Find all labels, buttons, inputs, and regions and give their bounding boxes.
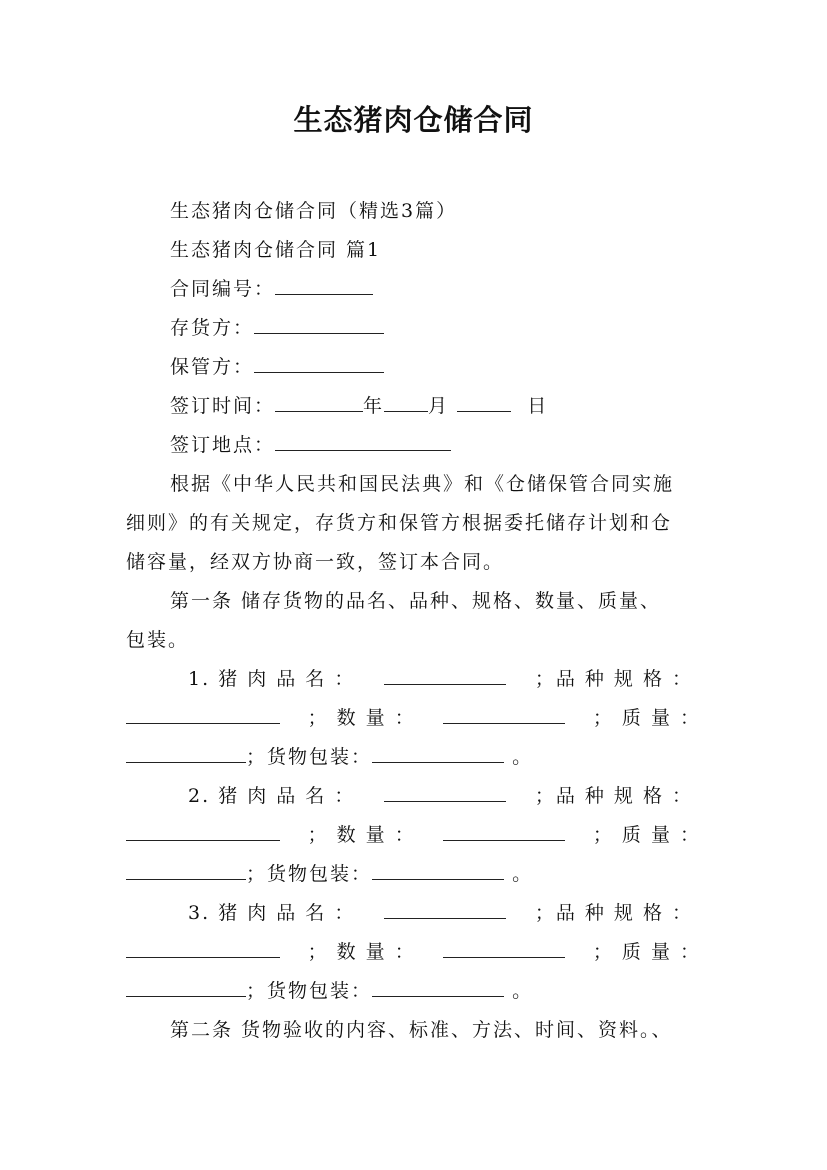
- year-blank: [275, 393, 363, 412]
- day-label: 日: [527, 395, 549, 417]
- item-spec-label: ；品 种 规 格 ：: [534, 668, 693, 690]
- item-spec-blank: [126, 822, 280, 841]
- document-title: 生态猪肉仓储合同: [293, 103, 534, 137]
- item-pack-label: ；货物包装：: [246, 746, 373, 768]
- contract-number-line: [170, 276, 373, 302]
- item-2-row-3: [126, 861, 533, 887]
- item-qty-label: ； 数 量 ：: [307, 707, 416, 729]
- item-spec-blank: [126, 939, 280, 958]
- intro-line-2: 细则》的有关规定，存货方和保管方根据委托储存计划和仓: [126, 512, 673, 534]
- item-name-blank: [384, 666, 506, 685]
- subtitle: 生态猪肉仓储合同（精选3篇）: [170, 200, 458, 222]
- intro-line-3: 储容量，经双方协商一致，签订本合同。: [126, 551, 505, 573]
- item-end-mark: 。: [512, 863, 534, 885]
- depositor-label: 存货方：: [170, 317, 255, 339]
- item-3-row-3: [126, 978, 533, 1004]
- depositor-line: [170, 315, 384, 341]
- item-pack-blank: [372, 861, 504, 880]
- item-qty-blank: [443, 822, 565, 841]
- intro-line-1: 根据《中华人民共和国民法典》和《仓储保管合同实施: [170, 473, 675, 495]
- keeper-blank: [254, 354, 384, 373]
- item-spec-label: ；品 种 规 格 ：: [534, 785, 693, 807]
- item-quality-label: ； 质 量 ：: [592, 707, 701, 729]
- item-pack-label: ；货物包装：: [246, 863, 373, 885]
- item-quality-blank: [126, 744, 246, 763]
- article2-line: 第二条 货物验收的内容、标准、方法、时间、资料。、: [170, 1019, 673, 1041]
- contract-number-label: 合同编号：: [170, 278, 276, 300]
- item-end-mark: 。: [512, 980, 534, 1002]
- item-name-label: 猪 肉 品 名 ：: [218, 668, 356, 690]
- month-blank: [384, 393, 428, 412]
- item-name-blank: [384, 783, 506, 802]
- article1-line-1: 第一条 储存货物的品名、品种、规格、数量、质量、: [170, 590, 662, 612]
- item-name-label: 猪 肉 品 名 ：: [218, 785, 356, 807]
- sign-place-blank: [275, 432, 451, 451]
- month-label: 月: [428, 395, 450, 417]
- item-number: 1.: [188, 668, 211, 690]
- item-2-row-1: [188, 783, 693, 809]
- keeper-line: [170, 354, 384, 380]
- item-pack-blank: [372, 978, 504, 997]
- item-qty-blank: [443, 705, 565, 724]
- contract-number-blank: [275, 276, 373, 295]
- item-spec-label: ；品 种 规 格 ：: [534, 902, 693, 924]
- section-heading: 生态猪肉仓储合同 篇1: [170, 239, 382, 261]
- item-1-row-2: [126, 705, 701, 731]
- item-2-row-2: [126, 822, 701, 848]
- item-spec-blank: [126, 705, 280, 724]
- sign-time-label: 签订时间：: [170, 395, 276, 417]
- item-pack-label: ；货物包装：: [246, 980, 373, 1002]
- item-3-row-1: [188, 900, 693, 926]
- item-qty-blank: [443, 939, 565, 958]
- item-qty-label: ； 数 量 ：: [307, 941, 416, 963]
- item-quality-label: ； 质 量 ：: [592, 824, 701, 846]
- item-quality-label: ； 质 量 ：: [592, 941, 701, 963]
- depositor-blank: [254, 315, 384, 334]
- item-quality-blank: [126, 978, 246, 997]
- item-number: 3.: [188, 902, 211, 924]
- article1-line-2: 包装。: [126, 629, 190, 651]
- keeper-label: 保管方：: [170, 356, 255, 378]
- item-name-label: 猪 肉 品 名 ：: [218, 902, 356, 924]
- sign-time-line: [170, 393, 548, 419]
- item-number: 2.: [188, 785, 211, 807]
- item-1-row-3: [126, 744, 533, 770]
- item-name-blank: [384, 900, 506, 919]
- item-end-mark: 。: [512, 746, 534, 768]
- item-qty-label: ； 数 量 ：: [307, 824, 416, 846]
- year-label: 年: [363, 395, 385, 417]
- sign-place-line: [170, 432, 451, 458]
- item-3-row-2: [126, 939, 701, 965]
- item-1-row-1: [188, 666, 693, 692]
- sign-place-label: 签订地点：: [170, 434, 276, 456]
- item-pack-blank: [372, 744, 504, 763]
- day-blank: [457, 393, 511, 412]
- item-quality-blank: [126, 861, 246, 880]
